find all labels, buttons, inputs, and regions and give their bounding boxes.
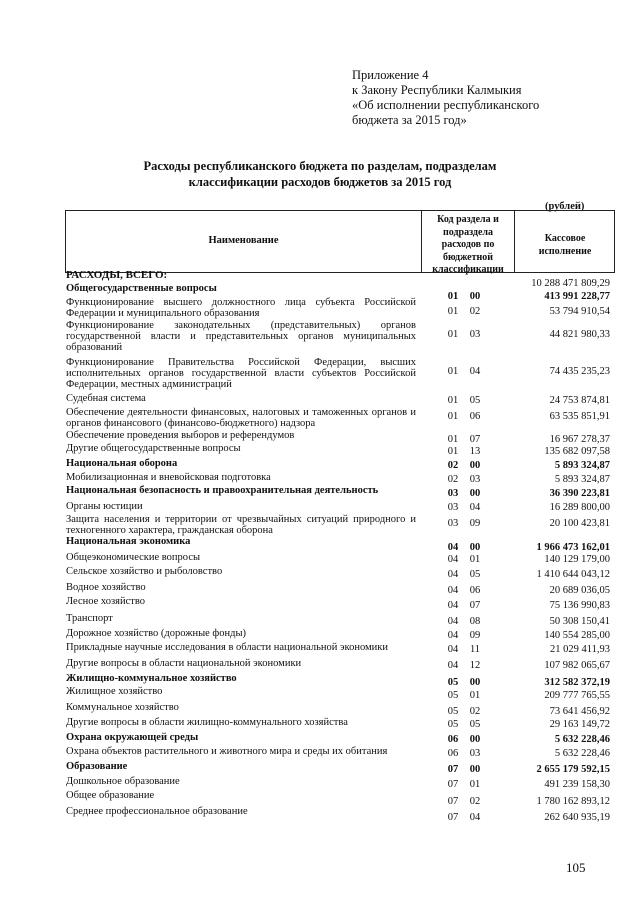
row-amount: 36 390 223,81 <box>549 488 610 499</box>
row-amount: 5 893 324,87 <box>554 474 610 485</box>
units-label: (рублей) <box>545 201 585 212</box>
row-amount: 75 136 990,83 <box>549 600 610 611</box>
table-row <box>0 501 640 514</box>
row-amount: 20 689 036,05 <box>549 585 610 596</box>
appendix-line-3: «Об исполнении республиканского <box>352 98 540 112</box>
row-name: Защита населения и территории от чрезвычайных ситуаций природного и техногенного характера, гражданская оборона <box>66 514 416 536</box>
header-code-line: классификации <box>432 264 504 275</box>
row-section-code: 01 <box>447 291 459 302</box>
row-name: Общее образование <box>66 790 155 801</box>
title-line-2: классификации расходов бюджетов за 2015 год <box>188 175 452 189</box>
header-code-line: расходов по <box>441 239 495 250</box>
row-section-code: 04 <box>447 630 459 641</box>
row-name: Жилищное хозяйство <box>66 686 163 697</box>
row-amount: 140 554 285,00 <box>544 630 610 641</box>
row-subsection-code: 02 <box>469 796 481 807</box>
row-section-code: 04 <box>447 585 459 596</box>
row-amount: 1 780 162 893,12 <box>536 796 610 807</box>
row-name: Обеспечение проведения выборов и референдумов <box>66 430 295 441</box>
table-row <box>0 642 640 658</box>
row-name: Обеспечение деятельности финансовых, налоговых и таможенных органов и органов финансового (финансово-бюджетного) надзора <box>66 407 416 429</box>
row-name: Охрана объектов растительного и животного мира и среды их обитания <box>66 746 388 757</box>
row-subsection-code: 00 <box>469 677 481 688</box>
row-subsection-code: 08 <box>469 616 481 627</box>
row-subsection-code: 00 <box>469 291 481 302</box>
row-section-code: 06 <box>447 748 459 759</box>
table-row <box>0 790 640 806</box>
row-name: Национальная безопасность и правоохранительная деятельность <box>66 485 379 496</box>
row-section-code: 07 <box>447 779 459 790</box>
row-section-code: 03 <box>447 502 459 513</box>
row-name: Национальная экономика <box>66 536 191 547</box>
row-amount: 24 753 874,81 <box>549 395 610 406</box>
row-section-code: 04 <box>447 542 459 553</box>
appendix-note <box>352 68 612 128</box>
table-row <box>0 514 640 536</box>
row-section-code: 04 <box>447 660 459 671</box>
header-amount <box>515 232 615 258</box>
row-amount: 312 582 372,19 <box>544 677 610 688</box>
table-header <box>65 210 615 273</box>
row-name: Коммунальное хозяйство <box>66 702 179 713</box>
document-title <box>60 158 580 190</box>
table-row <box>0 485 640 501</box>
table-row <box>0 458 640 472</box>
row-subsection-code: 05 <box>469 719 481 730</box>
row-section-code: 01 <box>447 395 459 406</box>
row-section-code: 05 <box>447 719 459 730</box>
row-subsection-code: 03 <box>469 748 481 759</box>
row-section-code: 04 <box>447 554 459 565</box>
table-row <box>0 320 640 357</box>
table-row <box>0 552 640 566</box>
row-section-code: 02 <box>447 474 459 485</box>
row-name: Дошкольное образование <box>66 776 180 787</box>
table-row <box>0 283 640 302</box>
page-number: 105 <box>566 860 586 875</box>
row-amount: 413 991 228,77 <box>544 291 610 302</box>
row-subsection-code: 06 <box>469 411 481 422</box>
row-subsection-code: 09 <box>469 518 481 529</box>
row-subsection-code: 01 <box>469 554 481 565</box>
row-amount: 5 893 324,87 <box>554 460 610 471</box>
row-section-code: 01 <box>447 366 459 377</box>
row-name: Транспорт <box>66 613 113 624</box>
row-subsection-code: 01 <box>469 779 481 790</box>
row-name: Судебная система <box>66 393 146 404</box>
row-name: Национальная оборона <box>66 458 178 469</box>
row-name: Лесное хозяйство <box>66 596 145 607</box>
header-amount-line: исполнение <box>538 246 592 257</box>
table-row <box>0 806 640 822</box>
row-amount: 135 682 097,58 <box>544 446 610 457</box>
row-subsection-code: 06 <box>469 585 481 596</box>
row-amount: 53 794 910,54 <box>549 306 610 317</box>
row-subsection-code: 04 <box>469 366 481 377</box>
table-row <box>0 746 640 761</box>
row-subsection-code: 13 <box>469 446 481 457</box>
table-row <box>0 357 640 393</box>
row-amount: 74 435 235,23 <box>549 366 610 377</box>
table-row <box>0 717 640 732</box>
row-subsection-code: 02 <box>469 706 481 717</box>
table-row <box>0 702 640 717</box>
row-name: Функционирование Правительства Российской Федерации, высших исполнительных органов государственной власти субъектов Российской Федерации, местных администраций <box>66 357 416 390</box>
table-row <box>0 443 640 458</box>
row-section-code: 05 <box>447 677 459 688</box>
appendix-line-2: к Закону Республики Калмыкия <box>352 83 522 97</box>
row-amount: 491 239 158,30 <box>544 779 610 790</box>
row-section-code: 07 <box>447 764 459 775</box>
row-subsection-code: 00 <box>469 542 481 553</box>
row-amount: 16 967 278,37 <box>549 434 610 445</box>
row-section-code: 03 <box>447 488 459 499</box>
row-amount: 21 029 411,93 <box>550 644 610 655</box>
row-section-code: 04 <box>447 616 459 627</box>
table-row <box>0 658 640 673</box>
row-amount: 5 632 228,46 <box>554 734 610 745</box>
row-subsection-code: 03 <box>469 474 481 485</box>
table-row <box>0 673 640 686</box>
row-name: Жилищно-коммунальное хозяйство <box>66 673 237 684</box>
row-name: Функционирование законодательных (представительных) органов государственной власти и представительных органов муниципальных образований <box>66 320 416 353</box>
row-name: Общегосударственные вопросы <box>66 283 217 294</box>
row-amount: 1 966 473 162,01 <box>536 542 610 553</box>
row-amount: 209 777 765,55 <box>544 690 610 701</box>
table-row <box>0 596 640 613</box>
row-amount: 10 288 471 809,29 <box>531 278 610 289</box>
row-subsection-code: 00 <box>469 764 481 775</box>
row-name: Общеэкономические вопросы <box>66 552 201 563</box>
row-subsection-code: 07 <box>469 434 481 445</box>
table-row <box>0 776 640 790</box>
row-section-code: 07 <box>447 796 459 807</box>
row-name: Среднее профессиональное образование <box>66 806 248 817</box>
row-subsection-code: 00 <box>469 488 481 499</box>
row-amount: 73 641 456,92 <box>549 706 610 717</box>
header-code-line: Код раздела и <box>437 214 499 225</box>
table-row <box>0 407 640 430</box>
row-name: Органы юстиции <box>66 501 143 512</box>
row-name: Прикладные научные исследования в области национальной экономики <box>66 642 389 653</box>
table-body <box>0 270 640 822</box>
row-name: Мобилизационная и вневойсковая подготовка <box>66 472 271 483</box>
row-section-code: 04 <box>447 600 459 611</box>
row-subsection-code: 05 <box>469 569 481 580</box>
row-subsection-code: 07 <box>469 600 481 611</box>
row-section-code: 03 <box>447 518 459 529</box>
table-row <box>0 761 640 776</box>
appendix-line-1: Приложение 4 <box>352 68 429 82</box>
table-row <box>0 430 640 443</box>
table-row <box>0 628 640 642</box>
row-subsection-code: 11 <box>469 644 481 655</box>
row-section-code: 01 <box>447 434 459 445</box>
title-line-1: Расходы республиканского бюджета по разделам, подразделам <box>143 159 497 173</box>
row-amount: 50 308 150,41 <box>549 616 610 627</box>
row-section-code: 01 <box>447 306 459 317</box>
table-row <box>0 536 640 552</box>
row-subsection-code: 04 <box>469 502 481 513</box>
row-section-code: 01 <box>447 446 459 457</box>
row-subsection-code: 00 <box>469 460 481 471</box>
row-amount: 29 163 149,72 <box>549 719 610 730</box>
row-section-code: 04 <box>447 644 459 655</box>
row-name: Другие вопросы в области жилищно-коммунального хозяйства <box>66 717 348 728</box>
table-row <box>0 732 640 746</box>
row-section-code: 01 <box>447 411 459 422</box>
table-row <box>0 686 640 702</box>
row-subsection-code: 02 <box>469 306 481 317</box>
row-name: Водное хозяйство <box>66 582 146 593</box>
table-row <box>0 582 640 596</box>
row-name: Дорожное хозяйство (дорожные фонды) <box>66 628 247 639</box>
row-section-code: 04 <box>447 569 459 580</box>
row-subsection-code: 03 <box>469 329 481 340</box>
table-row <box>0 472 640 485</box>
row-name: Образование <box>66 761 128 772</box>
row-name: Другие вопросы в области национальной экономики <box>66 658 302 669</box>
row-section-code: 06 <box>447 734 459 745</box>
row-subsection-code: 09 <box>469 630 481 641</box>
row-amount: 1 410 644 043,12 <box>536 569 610 580</box>
row-name: Другие общегосударственные вопросы <box>66 443 241 454</box>
table-row <box>0 613 640 628</box>
table-row <box>0 393 640 407</box>
appendix-line-4: бюджета за 2015 год» <box>352 113 467 127</box>
row-name: Охрана окружающей среды <box>66 732 199 743</box>
row-section-code: 02 <box>447 460 459 471</box>
row-amount: 107 982 065,67 <box>544 660 610 671</box>
header-code-line: подраздела <box>442 226 494 238</box>
row-name: Сельское хозяйство и рыболовство <box>66 566 223 577</box>
row-amount: 262 640 935,19 <box>544 812 610 823</box>
row-name: РАСХОДЫ, ВСЕГО: <box>66 269 168 281</box>
row-subsection-code: 04 <box>469 812 481 823</box>
header-code-line: бюджетной <box>442 251 494 263</box>
row-subsection-code: 01 <box>469 690 481 701</box>
row-subsection-code: 12 <box>469 660 481 671</box>
header-name: Наименование <box>208 235 279 246</box>
row-name: Функционирование высшего должностного лица субъекта Российской Федерации и муниципального образования <box>66 297 416 319</box>
row-section-code: 05 <box>447 690 459 701</box>
row-amount: 140 129 179,00 <box>544 554 610 565</box>
row-section-code: 07 <box>447 812 459 823</box>
table-row <box>0 566 640 582</box>
row-section-code: 01 <box>447 329 459 340</box>
table-row <box>0 297 640 320</box>
header-code <box>422 214 514 277</box>
row-amount: 63 535 851,91 <box>549 411 610 422</box>
row-amount: 44 821 980,33 <box>549 329 610 340</box>
row-subsection-code: 05 <box>469 395 481 406</box>
row-amount: 16 289 800,00 <box>549 502 610 513</box>
row-section-code: 05 <box>447 706 459 717</box>
row-amount: 5 632 228,46 <box>554 748 610 759</box>
row-amount: 2 655 179 592,15 <box>536 764 610 775</box>
row-amount: 20 100 423,81 <box>549 518 610 529</box>
row-subsection-code: 00 <box>469 734 481 745</box>
header-amount-line: Кассовое <box>544 233 586 244</box>
